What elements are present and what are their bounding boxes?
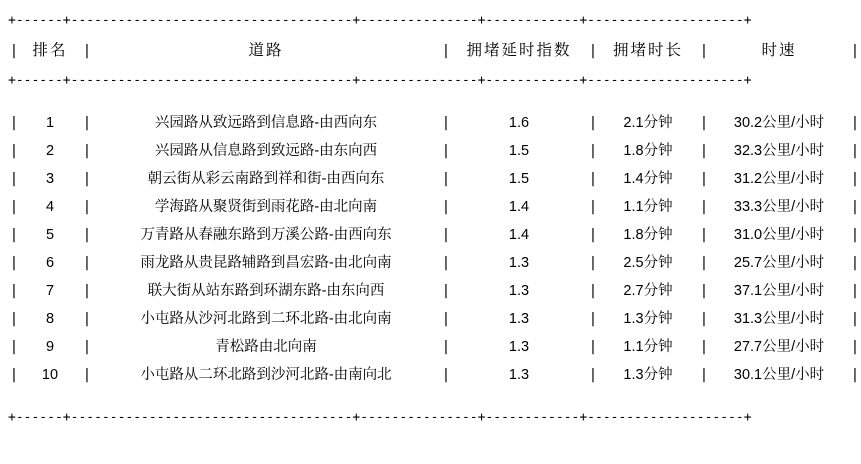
border-pipe: |: [699, 283, 709, 299]
congestion-ranking-table: [8, 14, 860, 424]
border-pipe: |: [850, 367, 860, 383]
cell-speed: 30.2公里/小时: [733, 115, 825, 131]
border-pipe: |: [850, 171, 860, 187]
cell-speed: 33.3公里/小时: [733, 199, 825, 215]
border-pipe: |: [850, 283, 860, 299]
cell-road: 万青路从春融东路到万溪公路-由西向东: [140, 227, 392, 243]
border-pipe: |: [441, 115, 451, 131]
border-pipe: |: [850, 43, 860, 59]
border-pipe: |: [588, 43, 598, 59]
cell-rank: 1: [45, 115, 55, 131]
border-pipe: |: [9, 367, 19, 383]
cell-duration: 1.4分钟: [623, 171, 673, 187]
table-row: [8, 333, 860, 361]
border-pipe: |: [699, 115, 709, 131]
cell-duration: 1.1分钟: [623, 199, 673, 215]
border-pipe: |: [699, 255, 709, 271]
border-pipe: |: [850, 339, 860, 355]
border-pipe: |: [588, 255, 598, 271]
column-header-road: 道路: [248, 41, 284, 59]
border-pipe: |: [9, 143, 19, 159]
cell-congestion-index: 1.3: [508, 311, 530, 327]
cell-rank: 8: [45, 311, 55, 327]
border-pipe: |: [9, 199, 19, 215]
cell-duration: 1.8分钟: [623, 143, 673, 159]
border-pipe: |: [9, 227, 19, 243]
cell-congestion-index: 1.4: [508, 227, 530, 243]
border-pipe: |: [588, 143, 598, 159]
cell-speed: 25.7公里/小时: [733, 255, 825, 271]
rule-line-bottom: +------+------------------------------------+---------------+------------+--------------------+: [8, 410, 752, 425]
border-pipe: |: [441, 339, 451, 355]
border-pipe: |: [699, 143, 709, 159]
cell-congestion-index: 1.6: [508, 115, 530, 131]
cell-rank: 6: [45, 255, 55, 271]
border-pipe: |: [588, 283, 598, 299]
cell-duration: 1.3分钟: [623, 311, 673, 327]
border-pipe: |: [699, 367, 709, 383]
cell-road: 青松路由北向南: [215, 339, 317, 355]
table-row: [8, 305, 860, 333]
cell-rank: 9: [45, 339, 55, 355]
border-pipe: |: [441, 283, 451, 299]
cell-congestion-index: 1.3: [508, 367, 530, 383]
cell-duration: 2.5分钟: [623, 255, 673, 271]
cell-rank: 10: [41, 367, 59, 383]
border-pipe: |: [699, 311, 709, 327]
cell-congestion-index: 1.5: [508, 143, 530, 159]
border-pipe: |: [82, 311, 92, 327]
border-pipe: |: [699, 199, 709, 215]
border-pipe: |: [82, 171, 92, 187]
column-header-rank: 排名: [32, 41, 68, 59]
border-pipe: |: [588, 311, 598, 327]
border-pipe: |: [82, 283, 92, 299]
cell-congestion-index: 1.3: [508, 339, 530, 355]
border-pipe: |: [850, 199, 860, 215]
table-row: [8, 165, 860, 193]
cell-speed: 32.3公里/小时: [733, 143, 825, 159]
border-pipe: |: [9, 43, 19, 59]
border-pipe: |: [441, 43, 451, 59]
border-pipe: |: [699, 339, 709, 355]
cell-duration: 1.3分钟: [623, 367, 673, 383]
table-row: [8, 109, 860, 137]
cell-speed: 37.1公里/小时: [733, 283, 825, 299]
table-row: [8, 221, 860, 249]
table-rule-bottom: [8, 411, 860, 424]
border-pipe: |: [9, 115, 19, 131]
table-row: [8, 277, 860, 305]
border-pipe: |: [82, 199, 92, 215]
border-pipe: |: [588, 171, 598, 187]
table-row: [8, 361, 860, 389]
cell-speed: 31.2公里/小时: [733, 171, 825, 187]
cell-duration: 1.1分钟: [623, 339, 673, 355]
border-pipe: |: [588, 367, 598, 383]
border-pipe: |: [82, 339, 92, 355]
border-pipe: |: [850, 227, 860, 243]
border-pipe: |: [850, 255, 860, 271]
cell-duration: 2.7分钟: [623, 283, 673, 299]
border-pipe: |: [9, 339, 19, 355]
cell-rank: 2: [45, 143, 55, 159]
border-pipe: |: [850, 115, 860, 131]
cell-duration: 2.1分钟: [623, 115, 673, 131]
column-header-duration: 拥堵时长: [612, 41, 683, 59]
border-pipe: |: [588, 115, 598, 131]
cell-road: 小屯路从二环北路到沙河北路-由南向北: [140, 367, 392, 383]
border-pipe: |: [9, 311, 19, 327]
border-pipe: |: [699, 171, 709, 187]
cell-congestion-index: 1.5: [508, 171, 530, 187]
cell-road: 联大街从站东路到环湖东路-由东向西: [147, 283, 385, 299]
border-pipe: |: [850, 143, 860, 159]
cell-speed: 31.3公里/小时: [733, 311, 825, 327]
border-pipe: |: [441, 227, 451, 243]
border-pipe: |: [82, 227, 92, 243]
border-pipe: |: [9, 255, 19, 271]
border-pipe: |: [9, 171, 19, 187]
border-pipe: |: [699, 227, 709, 243]
cell-road: 雨龙路从贵昆路辅路到昌宏路-由北向南: [140, 255, 392, 271]
rule-line-middle: +------+------------------------------------+---------------+------------+--------------------+: [8, 73, 752, 88]
border-pipe: |: [82, 367, 92, 383]
cell-road: 小屯路从沙河北路到二环北路-由北向南: [140, 311, 392, 327]
cell-speed: 27.7公里/小时: [733, 339, 825, 355]
cell-road: 学海路从聚贤街到雨花路-由北向南: [154, 199, 378, 215]
column-header-congestion-index: 拥堵延时指数: [466, 41, 572, 59]
table-row: [8, 249, 860, 277]
border-pipe: |: [441, 143, 451, 159]
cell-road: 兴园路从信息路到致远路-由东向西: [154, 143, 378, 159]
border-pipe: |: [588, 339, 598, 355]
table-row: [8, 193, 860, 221]
border-pipe: |: [441, 255, 451, 271]
cell-duration: 1.8分钟: [623, 227, 673, 243]
border-pipe: |: [441, 311, 451, 327]
border-pipe: |: [588, 199, 598, 215]
border-pipe: |: [699, 43, 709, 59]
table-spacer: [8, 87, 860, 109]
cell-speed: 30.1公里/小时: [733, 367, 825, 383]
border-pipe: |: [82, 255, 92, 271]
table-rule-middle: [8, 74, 860, 87]
rule-line-top: +------+------------------------------------+---------------+------------+--------------------+: [8, 13, 752, 28]
cell-road: 兴园路从致远路到信息路-由西向东: [154, 115, 378, 131]
border-pipe: |: [82, 115, 92, 131]
table-header-row: [8, 27, 860, 74]
cell-congestion-index: 1.3: [508, 255, 530, 271]
cell-rank: 3: [45, 171, 55, 187]
cell-rank: 7: [45, 283, 55, 299]
cell-rank: 4: [45, 199, 55, 215]
border-pipe: |: [441, 171, 451, 187]
table-row: [8, 137, 860, 165]
border-pipe: |: [82, 43, 92, 59]
column-header-speed: 时速: [761, 41, 797, 59]
border-pipe: |: [850, 311, 860, 327]
cell-congestion-index: 1.4: [508, 199, 530, 215]
border-pipe: |: [588, 227, 598, 243]
border-pipe: |: [441, 199, 451, 215]
border-pipe: |: [82, 143, 92, 159]
cell-road: 朝云街从彩云南路到祥和街-由西向东: [147, 171, 385, 187]
table-rule-top: [8, 14, 860, 27]
cell-rank: 5: [45, 227, 55, 243]
border-pipe: |: [9, 283, 19, 299]
border-pipe: |: [441, 367, 451, 383]
cell-speed: 31.0公里/小时: [733, 227, 825, 243]
cell-congestion-index: 1.3: [508, 283, 530, 299]
table-spacer: [8, 389, 860, 411]
